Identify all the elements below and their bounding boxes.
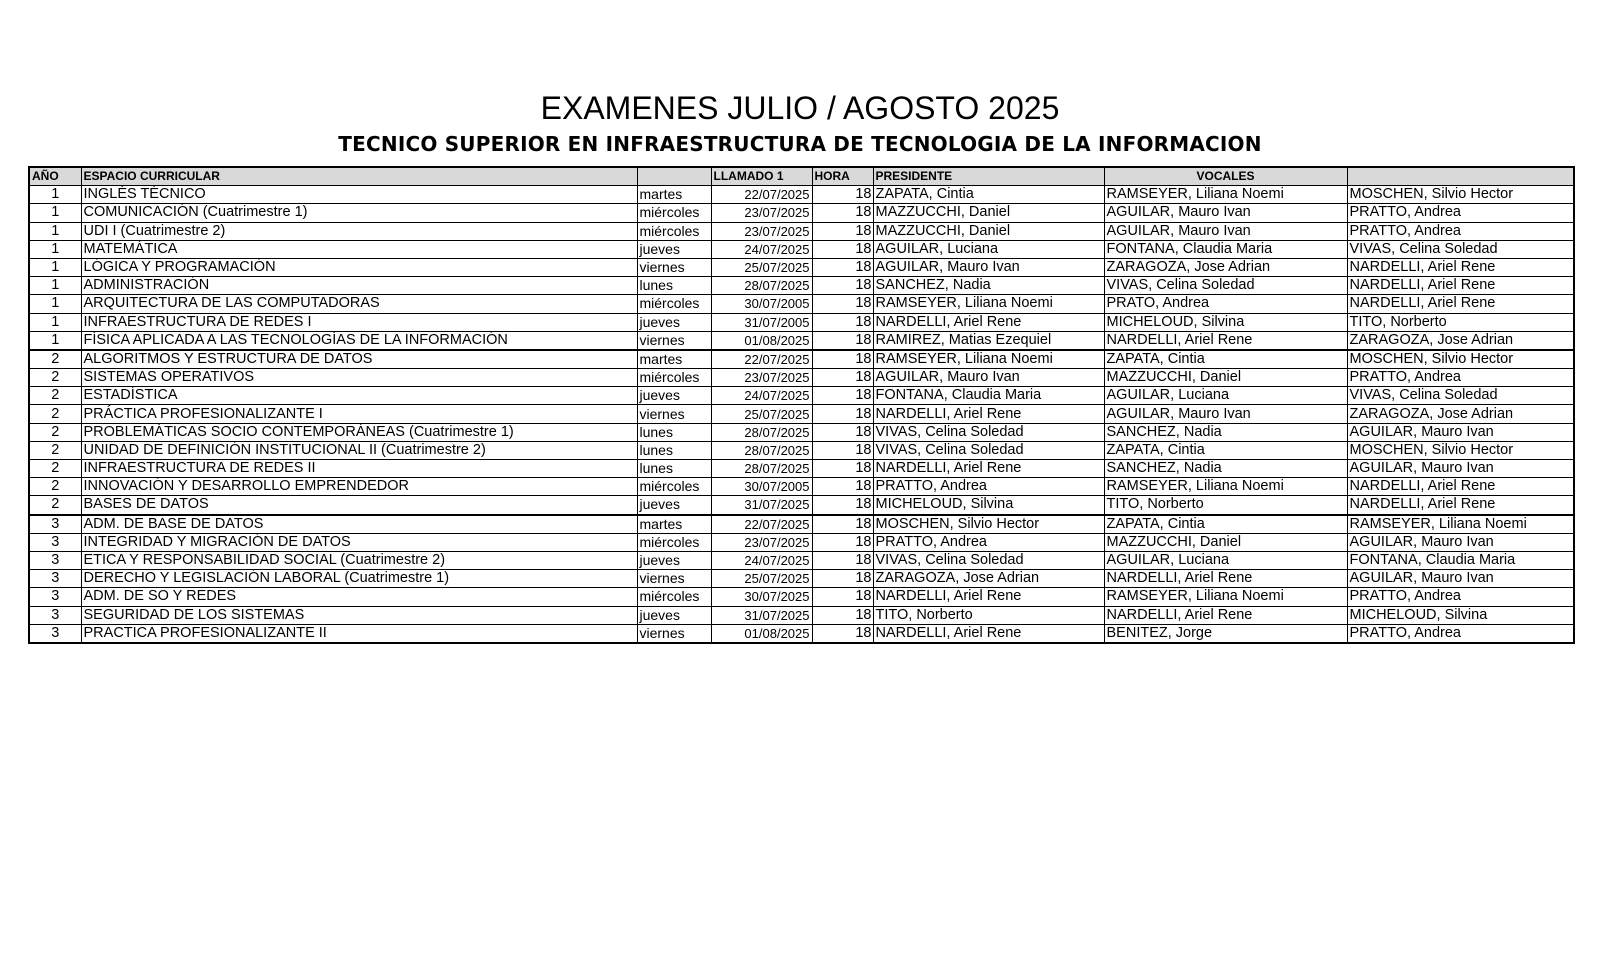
- cell-vocal-2: VIVAS, Celina Soledad: [1347, 240, 1574, 258]
- table-row: [29, 387, 1574, 405]
- table-row: [29, 606, 1574, 624]
- cell-espacio-curricular: FÍSICA APLICADA A LAS TECNOLOGÍAS DE LA INFORMACIÓN: [81, 331, 637, 350]
- cell-espacio-curricular: SEGURIDAD DE LOS SISTEMAS: [81, 606, 637, 624]
- cell-vocal-1: AGUILAR, Mauro Ivan: [1104, 405, 1347, 423]
- header-espacio-curricular: ESPACIO CURRICULAR: [81, 167, 637, 186]
- cell-vocal-1: ZARAGOZA, Jose Adrian: [1104, 258, 1347, 276]
- cell-dia: lunes: [637, 460, 711, 478]
- cell-vocal-1: AGUILAR, Luciana: [1104, 551, 1347, 569]
- cell-vocal-1: TITO, Norberto: [1104, 496, 1347, 515]
- table-row: [29, 277, 1574, 295]
- cell-vocal-1: VIVAS, Celina Soledad: [1104, 277, 1347, 295]
- cell-hora: 18: [812, 460, 873, 478]
- cell-vocal-1: MAZZUCCHI, Daniel: [1104, 533, 1347, 551]
- cell-vocal-1: ZAPATA, Cintia: [1104, 350, 1347, 369]
- cell-hora: 18: [812, 533, 873, 551]
- cell-vocal-2: AGUILAR, Mauro Ivan: [1347, 460, 1574, 478]
- cell-vocal-2: NARDELLI, Ariel Rene: [1347, 258, 1574, 276]
- cell-dia: viernes: [637, 570, 711, 588]
- cell-hora: 18: [812, 441, 873, 459]
- cell-presidente: RAMSEYER, Liliana Noemi: [873, 295, 1104, 313]
- cell-anio: 2: [29, 423, 81, 441]
- cell-dia: viernes: [637, 405, 711, 423]
- cell-hora: 18: [812, 423, 873, 441]
- header-vocales: VOCALES: [1104, 167, 1347, 186]
- cell-fecha: 23/07/2025: [711, 204, 812, 222]
- cell-hora: 18: [812, 496, 873, 515]
- cell-vocal-2: PRATTO, Andrea: [1347, 204, 1574, 222]
- cell-hora: 18: [812, 258, 873, 276]
- cell-vocal-1: MICHELOUD, Silvina: [1104, 313, 1347, 331]
- header-row: [29, 167, 1574, 186]
- cell-vocal-2: NARDELLI, Ariel Rene: [1347, 478, 1574, 496]
- cell-vocal-2: NARDELLI, Ariel Rene: [1347, 277, 1574, 295]
- cell-vocal-1: ZAPATA, Cintia: [1104, 441, 1347, 459]
- cell-vocal-2: MOSCHEN, Silvio Hector: [1347, 441, 1574, 459]
- cell-espacio-curricular: ARQUITECTURA DE LAS COMPUTADORAS: [81, 295, 637, 313]
- cell-vocal-1: MAZZUCCHI, Daniel: [1104, 369, 1347, 387]
- cell-presidente: VIVAS, Celina Soledad: [873, 423, 1104, 441]
- cell-vocal-1: SANCHEZ, Nadia: [1104, 423, 1347, 441]
- cell-vocal-1: AGUILAR, Luciana: [1104, 387, 1347, 405]
- header-dia: [637, 167, 711, 186]
- table-row: [29, 204, 1574, 222]
- cell-vocal-2: ZARAGOZA, Jose Adrian: [1347, 405, 1574, 423]
- table-row: [29, 405, 1574, 423]
- cell-anio: 3: [29, 624, 81, 643]
- cell-fecha: 28/07/2025: [711, 277, 812, 295]
- cell-dia: miércoles: [637, 369, 711, 387]
- cell-vocal-2: PRATTO, Andrea: [1347, 222, 1574, 240]
- cell-espacio-curricular: COMUNICACIÓN (Cuatrimestre 1): [81, 204, 637, 222]
- cell-fecha: 22/07/2025: [711, 350, 812, 369]
- cell-hora: 18: [812, 478, 873, 496]
- cell-vocal-1: BENITEZ, Jorge: [1104, 624, 1347, 643]
- table-row: [29, 240, 1574, 258]
- cell-presidente: PRATTO, Andrea: [873, 478, 1104, 496]
- cell-dia: miércoles: [637, 204, 711, 222]
- exam-schedule-table: [28, 166, 1575, 644]
- cell-vocal-1: AGUILAR, Mauro Ivan: [1104, 204, 1347, 222]
- cell-fecha: 01/08/2025: [711, 331, 812, 350]
- cell-fecha: 31/07/2005: [711, 313, 812, 331]
- cell-fecha: 23/07/2025: [711, 369, 812, 387]
- cell-vocal-2: NARDELLI, Ariel Rene: [1347, 295, 1574, 313]
- cell-presidente: MICHELOUD, Silvina: [873, 496, 1104, 515]
- cell-anio: 3: [29, 551, 81, 569]
- cell-espacio-curricular: ADM. DE BASE DE DATOS: [81, 515, 637, 534]
- cell-hora: 18: [812, 606, 873, 624]
- cell-espacio-curricular: UNIDAD DE DEFINICIÓN INSTITUCIONAL II (Cuatrimestre 2): [81, 441, 637, 459]
- cell-dia: viernes: [637, 331, 711, 350]
- table-row: [29, 331, 1574, 350]
- cell-presidente: AGUILAR, Luciana: [873, 240, 1104, 258]
- cell-anio: 2: [29, 496, 81, 515]
- cell-hora: 18: [812, 295, 873, 313]
- table-row: [29, 186, 1574, 204]
- table-row: [29, 624, 1574, 643]
- page-title: EXAMENES JULIO / AGOSTO 2025: [540, 90, 1060, 126]
- cell-fecha: 24/07/2025: [711, 551, 812, 569]
- cell-dia: miércoles: [637, 533, 711, 551]
- cell-espacio-curricular: PRACTICA PROFESIONALIZANTE II: [81, 624, 637, 643]
- cell-hora: 18: [812, 350, 873, 369]
- table-row: [29, 369, 1574, 387]
- cell-presidente: NARDELLI, Ariel Rene: [873, 405, 1104, 423]
- cell-presidente: ZARAGOZA, Jose Adrian: [873, 570, 1104, 588]
- cell-fecha: 24/07/2025: [711, 387, 812, 405]
- cell-vocal-1: NARDELLI, Ariel Rene: [1104, 331, 1347, 350]
- table-row: [29, 423, 1574, 441]
- cell-espacio-curricular: BASES DE DATOS: [81, 496, 637, 515]
- cell-vocal-1: RAMSEYER, Liliana Noemi: [1104, 478, 1347, 496]
- cell-anio: 2: [29, 441, 81, 459]
- cell-hora: 18: [812, 515, 873, 534]
- table-row: [29, 496, 1574, 515]
- cell-presidente: MOSCHEN, Silvio Hector: [873, 515, 1104, 534]
- cell-espacio-curricular: ADMINISTRACIÓN: [81, 277, 637, 295]
- cell-vocal-2: NARDELLI, Ariel Rene: [1347, 496, 1574, 515]
- cell-presidente: TITO, Norberto: [873, 606, 1104, 624]
- cell-fecha: 23/07/2025: [711, 222, 812, 240]
- cell-fecha: 23/07/2025: [711, 533, 812, 551]
- cell-anio: 1: [29, 331, 81, 350]
- cell-fecha: 25/07/2025: [711, 405, 812, 423]
- cell-hora: 18: [812, 387, 873, 405]
- cell-presidente: RAMSEYER, Liliana Noemi: [873, 350, 1104, 369]
- cell-hora: 18: [812, 313, 873, 331]
- cell-dia: jueves: [637, 606, 711, 624]
- table-row: [29, 295, 1574, 313]
- cell-hora: 18: [812, 369, 873, 387]
- cell-dia: miércoles: [637, 588, 711, 606]
- cell-dia: jueves: [637, 496, 711, 515]
- cell-dia: jueves: [637, 551, 711, 569]
- cell-fecha: 31/07/2025: [711, 496, 812, 515]
- cell-vocal-2: PRATTO, Andrea: [1347, 624, 1574, 643]
- cell-espacio-curricular: PRÁCTICA PROFESIONALIZANTE I: [81, 405, 637, 423]
- cell-presidente: SANCHEZ, Nadia: [873, 277, 1104, 295]
- cell-anio: 3: [29, 588, 81, 606]
- cell-presidente: ZAPATA, Cintia: [873, 186, 1104, 204]
- cell-fecha: 25/07/2025: [711, 258, 812, 276]
- cell-espacio-curricular: INNOVACIÓN Y DESARROLLO EMPRENDEDOR: [81, 478, 637, 496]
- cell-espacio-curricular: PROBLEMÁTICAS SOCIO CONTEMPORÁNEAS (Cuatrimestre 1): [81, 423, 637, 441]
- cell-hora: 18: [812, 551, 873, 569]
- cell-espacio-curricular: DERECHO Y LEGISLACIÓN LABORAL (Cuatrimestre 1): [81, 570, 637, 588]
- cell-anio: 1: [29, 204, 81, 222]
- table-row: [29, 460, 1574, 478]
- cell-hora: 18: [812, 624, 873, 643]
- cell-vocal-1: RAMSEYER, Liliana Noemi: [1104, 588, 1347, 606]
- page-subtitle: TECNICO SUPERIOR EN INFRAESTRUCTURA DE TECNOLOGIA DE LA INFORMACION: [338, 132, 1262, 156]
- cell-presidente: VIVAS, Celina Soledad: [873, 441, 1104, 459]
- header-presidente: PRESIDENTE: [873, 167, 1104, 186]
- cell-espacio-curricular: ESTADÍSTICA: [81, 387, 637, 405]
- cell-vocal-1: NARDELLI, Ariel Rene: [1104, 606, 1347, 624]
- table-row: [29, 350, 1574, 369]
- cell-anio: 3: [29, 515, 81, 534]
- cell-dia: viernes: [637, 258, 711, 276]
- table-row: [29, 570, 1574, 588]
- cell-dia: miércoles: [637, 295, 711, 313]
- table-row: [29, 551, 1574, 569]
- cell-anio: 1: [29, 295, 81, 313]
- cell-anio: 2: [29, 387, 81, 405]
- table-row: [29, 588, 1574, 606]
- cell-vocal-1: FONTANA, Claudia Maria: [1104, 240, 1347, 258]
- cell-fecha: 30/07/2005: [711, 295, 812, 313]
- cell-presidente: AGUILAR, Mauro Ivan: [873, 258, 1104, 276]
- cell-espacio-curricular: ALGORITMOS Y ESTRUCTURA DE DATOS: [81, 350, 637, 369]
- cell-presidente: NARDELLI, Ariel Rene: [873, 460, 1104, 478]
- cell-vocal-2: PRATTO, Andrea: [1347, 588, 1574, 606]
- cell-vocal-1: RAMSEYER, Liliana Noemi: [1104, 186, 1347, 204]
- cell-fecha: 30/07/2005: [711, 478, 812, 496]
- cell-vocal-2: FONTANA, Claudia Maria: [1347, 551, 1574, 569]
- cell-presidente: PRATTO, Andrea: [873, 533, 1104, 551]
- cell-vocal-2: VIVAS, Celina Soledad: [1347, 387, 1574, 405]
- cell-presidente: MAZZUCCHI, Daniel: [873, 204, 1104, 222]
- cell-vocal-2: AGUILAR, Mauro Ivan: [1347, 533, 1574, 551]
- cell-vocal-2: PRATTO, Andrea: [1347, 369, 1574, 387]
- table-row: [29, 441, 1574, 459]
- table-row: [29, 533, 1574, 551]
- cell-espacio-curricular: ETICA Y RESPONSABILIDAD SOCIAL (Cuatrimestre 2): [81, 551, 637, 569]
- cell-anio: 2: [29, 350, 81, 369]
- table-body: [29, 186, 1574, 643]
- cell-fecha: 28/07/2025: [711, 460, 812, 478]
- cell-anio: 1: [29, 186, 81, 204]
- header-llamado: LLAMADO 1: [711, 167, 812, 186]
- table-row: [29, 515, 1574, 534]
- cell-dia: miércoles: [637, 478, 711, 496]
- cell-vocal-2: MICHELOUD, Silvina: [1347, 606, 1574, 624]
- cell-dia: lunes: [637, 423, 711, 441]
- cell-dia: martes: [637, 350, 711, 369]
- cell-vocal-2: TITO, Norberto: [1347, 313, 1574, 331]
- cell-anio: 2: [29, 460, 81, 478]
- cell-fecha: 28/07/2025: [711, 441, 812, 459]
- cell-dia: jueves: [637, 387, 711, 405]
- header-vocal2: [1347, 167, 1574, 186]
- cell-hora: 18: [812, 331, 873, 350]
- cell-espacio-curricular: ADM. DE SO Y REDES: [81, 588, 637, 606]
- cell-hora: 18: [812, 277, 873, 295]
- cell-presidente: AGUILAR, Mauro Ivan: [873, 369, 1104, 387]
- cell-presidente: NARDELLI, Ariel Rene: [873, 588, 1104, 606]
- cell-dia: jueves: [637, 313, 711, 331]
- cell-espacio-curricular: INTEGRIDAD Y MIGRACIÓN DE DATOS: [81, 533, 637, 551]
- cell-hora: 18: [812, 570, 873, 588]
- cell-hora: 18: [812, 186, 873, 204]
- cell-espacio-curricular: SISTEMAS OPERATIVOS: [81, 369, 637, 387]
- cell-dia: viernes: [637, 624, 711, 643]
- cell-fecha: 31/07/2025: [711, 606, 812, 624]
- cell-presidente: RAMIREZ, Matias Ezequiel: [873, 331, 1104, 350]
- cell-espacio-curricular: INFRAESTRUCTURA DE REDES I: [81, 313, 637, 331]
- header-anio: AÑO: [29, 167, 81, 186]
- cell-vocal-1: SANCHEZ, Nadia: [1104, 460, 1347, 478]
- cell-vocal-2: MOSCHEN, Silvio Hector: [1347, 350, 1574, 369]
- table-row: [29, 313, 1574, 331]
- cell-vocal-2: ZARAGOZA, Jose Adrian: [1347, 331, 1574, 350]
- cell-vocal-1: NARDELLI, Ariel Rene: [1104, 570, 1347, 588]
- table-row: [29, 222, 1574, 240]
- table-header: [29, 167, 1574, 186]
- cell-presidente: MAZZUCCHI, Daniel: [873, 222, 1104, 240]
- cell-vocal-1: ZAPATA, Cintia: [1104, 515, 1347, 534]
- cell-fecha: 30/07/2025: [711, 588, 812, 606]
- cell-anio: 1: [29, 240, 81, 258]
- cell-anio: 3: [29, 533, 81, 551]
- cell-anio: 2: [29, 478, 81, 496]
- cell-presidente: NARDELLI, Ariel Rene: [873, 624, 1104, 643]
- cell-dia: lunes: [637, 277, 711, 295]
- cell-dia: lunes: [637, 441, 711, 459]
- cell-fecha: 01/08/2025: [711, 624, 812, 643]
- cell-anio: 3: [29, 570, 81, 588]
- cell-vocal-2: MOSCHEN, Silvio Hector: [1347, 186, 1574, 204]
- cell-fecha: 28/07/2025: [711, 423, 812, 441]
- cell-vocal-2: AGUILAR, Mauro Ivan: [1347, 570, 1574, 588]
- cell-dia: jueves: [637, 240, 711, 258]
- cell-anio: 1: [29, 258, 81, 276]
- cell-espacio-curricular: LÓGICA Y PROGRAMACIÓN: [81, 258, 637, 276]
- header-hora: HORA: [812, 167, 873, 186]
- cell-anio: 1: [29, 222, 81, 240]
- cell-anio: 2: [29, 405, 81, 423]
- cell-vocal-1: PRATO, Andrea: [1104, 295, 1347, 313]
- cell-hora: 18: [812, 588, 873, 606]
- cell-vocal-2: AGUILAR, Mauro Ivan: [1347, 423, 1574, 441]
- cell-presidente: NARDELLI, Ariel Rene: [873, 313, 1104, 331]
- cell-fecha: 22/07/2025: [711, 186, 812, 204]
- cell-hora: 18: [812, 204, 873, 222]
- cell-dia: martes: [637, 515, 711, 534]
- table-row: [29, 258, 1574, 276]
- cell-anio: 1: [29, 313, 81, 331]
- cell-anio: 3: [29, 606, 81, 624]
- cell-dia: miércoles: [637, 222, 711, 240]
- cell-dia: martes: [637, 186, 711, 204]
- cell-anio: 2: [29, 369, 81, 387]
- table-row: [29, 478, 1574, 496]
- cell-presidente: FONTANA, Claudia Maria: [873, 387, 1104, 405]
- cell-espacio-curricular: UDI I (Cuatrimestre 2): [81, 222, 637, 240]
- cell-fecha: 22/07/2025: [711, 515, 812, 534]
- cell-hora: 18: [812, 405, 873, 423]
- cell-espacio-curricular: MATEMÁTICA: [81, 240, 637, 258]
- cell-vocal-1: AGUILAR, Mauro Ivan: [1104, 222, 1347, 240]
- cell-vocal-2: RAMSEYER, Liliana Noemi: [1347, 515, 1574, 534]
- cell-anio: 1: [29, 277, 81, 295]
- cell-presidente: VIVAS, Celina Soledad: [873, 551, 1104, 569]
- cell-espacio-curricular: INGLÉS TÉCNICO: [81, 186, 637, 204]
- cell-fecha: 25/07/2025: [711, 570, 812, 588]
- cell-fecha: 24/07/2025: [711, 240, 812, 258]
- cell-espacio-curricular: INFRAESTRUCTURA DE REDES II: [81, 460, 637, 478]
- cell-hora: 18: [812, 222, 873, 240]
- cell-hora: 18: [812, 240, 873, 258]
